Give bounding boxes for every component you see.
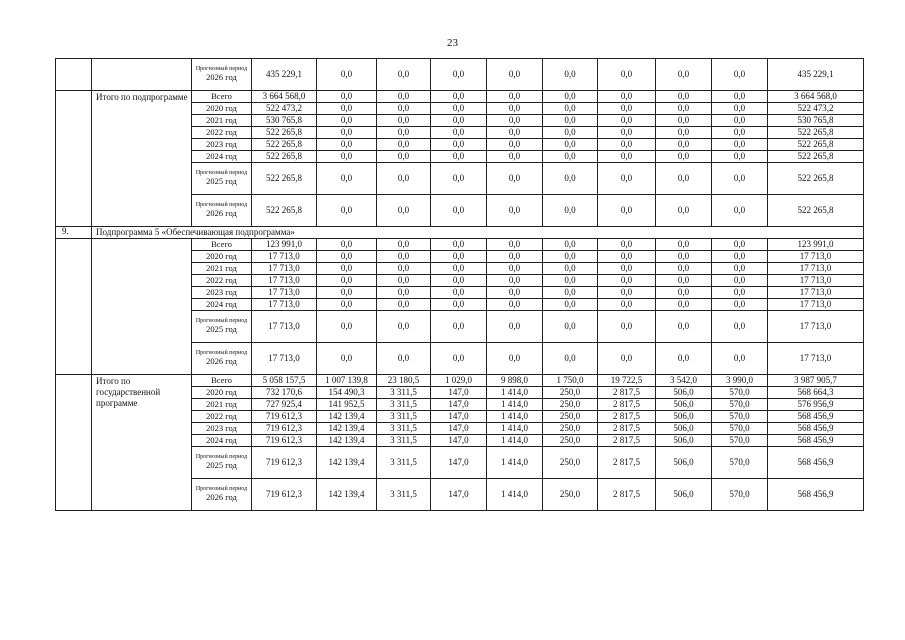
value-cell: 435 229,1 <box>252 59 317 91</box>
period-label: 2023 год <box>192 287 252 299</box>
value-cell: 570,0 <box>712 423 768 435</box>
value-cell: 0,0 <box>431 263 487 275</box>
value-cell: 719 612,3 <box>252 447 317 479</box>
value-cell: 0,0 <box>712 127 768 139</box>
value-cell: 0,0 <box>598 275 656 287</box>
value-cell: 522 265,8 <box>252 127 317 139</box>
value-cell: 0,0 <box>712 343 768 375</box>
row-name: Итого по подпрограмме <box>92 91 192 227</box>
value-cell: 3 311,5 <box>377 435 431 447</box>
value-cell: 1 414,0 <box>487 447 543 479</box>
value-cell: 0,0 <box>543 195 598 227</box>
value-cell: 435 229,1 <box>768 59 864 91</box>
value-cell: 154 490,3 <box>317 387 377 399</box>
period-label: Всего <box>192 91 252 103</box>
value-cell: 522 265,8 <box>252 139 317 151</box>
value-cell: 0,0 <box>656 163 712 195</box>
row-number <box>56 239 92 375</box>
value-cell: 17 713,0 <box>252 299 317 311</box>
value-cell: 250,0 <box>543 399 598 411</box>
value-cell: 0,0 <box>317 263 377 275</box>
subprogram-title: Подпрограмма 5 «Обеспечивающая подпрограмма» <box>92 227 864 239</box>
period-label: 2021 год <box>192 115 252 127</box>
value-cell: 0,0 <box>317 287 377 299</box>
value-cell: 1 414,0 <box>487 387 543 399</box>
value-cell: 0,0 <box>656 103 712 115</box>
value-cell: 0,0 <box>712 275 768 287</box>
value-cell: 0,0 <box>377 59 431 91</box>
value-cell: 0,0 <box>487 251 543 263</box>
value-cell: 0,0 <box>431 275 487 287</box>
period-label: Прогнозный период 2025 год <box>192 311 252 343</box>
period-label: 2020 год <box>192 103 252 115</box>
value-cell: 506,0 <box>656 423 712 435</box>
value-cell: 2 817,5 <box>598 479 656 511</box>
value-cell: 0,0 <box>712 263 768 275</box>
table-row <box>56 59 864 91</box>
value-cell: 0,0 <box>598 103 656 115</box>
value-cell: 522 473,2 <box>768 103 864 115</box>
value-cell: 0,0 <box>712 139 768 151</box>
table-body <box>56 59 864 511</box>
value-cell: 522 265,8 <box>768 195 864 227</box>
period-label: 2021 год <box>192 399 252 411</box>
period-label: Всего <box>192 239 252 251</box>
value-cell: 1 750,0 <box>543 375 598 387</box>
value-cell: 0,0 <box>487 311 543 343</box>
value-cell: 568 456,9 <box>768 435 864 447</box>
value-cell: 0,0 <box>487 163 543 195</box>
value-cell: 0,0 <box>712 91 768 103</box>
value-cell: 522 265,8 <box>768 151 864 163</box>
value-cell: 570,0 <box>712 479 768 511</box>
value-cell: 0,0 <box>598 251 656 263</box>
value-cell: 0,0 <box>598 311 656 343</box>
value-cell: 0,0 <box>317 195 377 227</box>
value-cell: 0,0 <box>431 59 487 91</box>
value-cell: 142 139,4 <box>317 435 377 447</box>
subprogram-header-row <box>56 227 864 239</box>
row-number <box>56 375 92 511</box>
value-cell: 530 765,8 <box>768 115 864 127</box>
row-number <box>56 91 92 227</box>
value-cell: 0,0 <box>487 275 543 287</box>
value-cell: 2 817,5 <box>598 399 656 411</box>
value-cell: 0,0 <box>377 287 431 299</box>
value-cell: 0,0 <box>317 115 377 127</box>
period-label: 2022 год <box>192 127 252 139</box>
value-cell: 0,0 <box>543 103 598 115</box>
value-cell: 3 990,0 <box>712 375 768 387</box>
value-cell: 0,0 <box>598 91 656 103</box>
value-cell: 2 817,5 <box>598 447 656 479</box>
value-cell: 3 311,5 <box>377 387 431 399</box>
value-cell: 0,0 <box>377 163 431 195</box>
value-cell: 0,0 <box>487 139 543 151</box>
value-cell: 0,0 <box>543 163 598 195</box>
value-cell: 141 952,5 <box>317 399 377 411</box>
value-cell: 0,0 <box>487 151 543 163</box>
value-cell: 0,0 <box>317 127 377 139</box>
value-cell: 0,0 <box>431 251 487 263</box>
value-cell: 0,0 <box>543 275 598 287</box>
value-cell: 576 956,9 <box>768 399 864 411</box>
value-cell: 719 612,3 <box>252 479 317 511</box>
value-cell: 506,0 <box>656 387 712 399</box>
table-row <box>56 239 864 251</box>
value-cell: 0,0 <box>487 195 543 227</box>
value-cell: 570,0 <box>712 411 768 423</box>
value-cell: 0,0 <box>317 275 377 287</box>
value-cell: 17 713,0 <box>768 299 864 311</box>
value-cell: 3 987 905,7 <box>768 375 864 387</box>
value-cell: 17 713,0 <box>252 311 317 343</box>
value-cell: 3 311,5 <box>377 423 431 435</box>
value-cell: 0,0 <box>431 343 487 375</box>
value-cell: 0,0 <box>317 59 377 91</box>
value-cell: 3 664 568,0 <box>768 91 864 103</box>
value-cell: 0,0 <box>712 151 768 163</box>
value-cell: 0,0 <box>656 59 712 91</box>
value-cell: 147,0 <box>431 479 487 511</box>
value-cell: 0,0 <box>487 263 543 275</box>
period-label: 2022 год <box>192 275 252 287</box>
value-cell: 0,0 <box>543 251 598 263</box>
value-cell: 0,0 <box>543 115 598 127</box>
value-cell: 0,0 <box>377 239 431 251</box>
value-cell: 0,0 <box>377 115 431 127</box>
value-cell: 3 311,5 <box>377 447 431 479</box>
value-cell: 0,0 <box>487 59 543 91</box>
row-name: Итого по государственной программе <box>92 375 192 511</box>
value-cell: 0,0 <box>377 103 431 115</box>
value-cell: 506,0 <box>656 447 712 479</box>
value-cell: 0,0 <box>431 239 487 251</box>
value-cell: 0,0 <box>712 59 768 91</box>
value-cell: 3 311,5 <box>377 479 431 511</box>
value-cell: 522 265,8 <box>768 163 864 195</box>
value-cell: 719 612,3 <box>252 411 317 423</box>
value-cell: 5 058 157,5 <box>252 375 317 387</box>
value-cell: 0,0 <box>431 195 487 227</box>
period-label: 2021 год <box>192 263 252 275</box>
value-cell: 0,0 <box>487 91 543 103</box>
value-cell: 0,0 <box>543 343 598 375</box>
period-label: Прогнозный период 2025 год <box>192 163 252 195</box>
value-cell: 17 713,0 <box>252 287 317 299</box>
value-cell: 0,0 <box>487 299 543 311</box>
table-row <box>56 91 864 103</box>
value-cell: 0,0 <box>543 139 598 151</box>
value-cell: 522 473,2 <box>252 103 317 115</box>
value-cell: 0,0 <box>656 127 712 139</box>
value-cell: 0,0 <box>656 299 712 311</box>
value-cell: 1 414,0 <box>487 423 543 435</box>
row-name <box>92 59 192 91</box>
value-cell: 0,0 <box>377 299 431 311</box>
value-cell: 570,0 <box>712 435 768 447</box>
table-row <box>56 375 864 387</box>
value-cell: 530 765,8 <box>252 115 317 127</box>
period-label: 2023 год <box>192 423 252 435</box>
value-cell: 0,0 <box>317 103 377 115</box>
value-cell: 568 456,9 <box>768 411 864 423</box>
value-cell: 0,0 <box>598 115 656 127</box>
value-cell: 0,0 <box>543 311 598 343</box>
value-cell: 522 265,8 <box>768 127 864 139</box>
value-cell: 570,0 <box>712 447 768 479</box>
value-cell: 0,0 <box>543 299 598 311</box>
value-cell: 727 925,4 <box>252 399 317 411</box>
value-cell: 0,0 <box>712 287 768 299</box>
value-cell: 568 456,9 <box>768 479 864 511</box>
value-cell: 142 139,4 <box>317 411 377 423</box>
value-cell: 0,0 <box>712 115 768 127</box>
value-cell: 1 414,0 <box>487 479 543 511</box>
value-cell: 250,0 <box>543 411 598 423</box>
period-label: 2024 год <box>192 435 252 447</box>
value-cell: 0,0 <box>377 263 431 275</box>
value-cell: 506,0 <box>656 435 712 447</box>
value-cell: 0,0 <box>317 343 377 375</box>
value-cell: 0,0 <box>656 115 712 127</box>
value-cell: 9 898,0 <box>487 375 543 387</box>
page-number: 23 <box>447 37 458 49</box>
value-cell: 0,0 <box>598 263 656 275</box>
value-cell: 0,0 <box>598 287 656 299</box>
value-cell: 2 817,5 <box>598 411 656 423</box>
value-cell: 0,0 <box>487 115 543 127</box>
value-cell: 732 170,6 <box>252 387 317 399</box>
value-cell: 522 265,8 <box>252 195 317 227</box>
value-cell: 0,0 <box>598 139 656 151</box>
value-cell: 0,0 <box>656 275 712 287</box>
value-cell: 3 542,0 <box>656 375 712 387</box>
value-cell: 23 180,5 <box>377 375 431 387</box>
value-cell: 0,0 <box>431 151 487 163</box>
value-cell: 0,0 <box>317 151 377 163</box>
budget-table <box>55 58 864 511</box>
value-cell: 0,0 <box>656 251 712 263</box>
value-cell: 17 713,0 <box>768 263 864 275</box>
value-cell: 0,0 <box>431 127 487 139</box>
value-cell: 17 713,0 <box>768 251 864 263</box>
value-cell: 0,0 <box>487 287 543 299</box>
value-cell: 0,0 <box>377 275 431 287</box>
value-cell: 142 139,4 <box>317 423 377 435</box>
value-cell: 1 029,0 <box>431 375 487 387</box>
value-cell: 0,0 <box>712 163 768 195</box>
value-cell: 719 612,3 <box>252 435 317 447</box>
value-cell: 0,0 <box>656 343 712 375</box>
value-cell: 2 817,5 <box>598 387 656 399</box>
value-cell: 0,0 <box>598 59 656 91</box>
value-cell: 1 414,0 <box>487 411 543 423</box>
value-cell: 123 991,0 <box>768 239 864 251</box>
value-cell: 0,0 <box>543 287 598 299</box>
value-cell: 0,0 <box>712 251 768 263</box>
value-cell: 0,0 <box>431 91 487 103</box>
period-label: Прогнозный период 2026 год <box>192 479 252 511</box>
value-cell: 0,0 <box>487 127 543 139</box>
value-cell: 0,0 <box>598 239 656 251</box>
value-cell: 0,0 <box>317 299 377 311</box>
value-cell: 0,0 <box>377 127 431 139</box>
value-cell: 0,0 <box>543 239 598 251</box>
value-cell: 568 664,3 <box>768 387 864 399</box>
value-cell: 522 265,8 <box>252 163 317 195</box>
value-cell: 1 007 139,8 <box>317 375 377 387</box>
value-cell: 0,0 <box>487 343 543 375</box>
period-label: 2020 год <box>192 251 252 263</box>
value-cell: 0,0 <box>598 195 656 227</box>
value-cell: 147,0 <box>431 447 487 479</box>
value-cell: 17 713,0 <box>768 311 864 343</box>
value-cell: 0,0 <box>317 251 377 263</box>
value-cell: 0,0 <box>377 91 431 103</box>
value-cell: 0,0 <box>656 311 712 343</box>
value-cell: 142 139,4 <box>317 479 377 511</box>
value-cell: 0,0 <box>377 251 431 263</box>
value-cell: 3 311,5 <box>377 399 431 411</box>
value-cell: 250,0 <box>543 423 598 435</box>
value-cell: 0,0 <box>431 287 487 299</box>
value-cell: 0,0 <box>377 195 431 227</box>
value-cell: 522 265,8 <box>252 151 317 163</box>
value-cell: 147,0 <box>431 387 487 399</box>
value-cell: 3 664 568,0 <box>252 91 317 103</box>
value-cell: 0,0 <box>598 151 656 163</box>
value-cell: 0,0 <box>712 103 768 115</box>
value-cell: 0,0 <box>431 163 487 195</box>
value-cell: 123 991,0 <box>252 239 317 251</box>
value-cell: 17 713,0 <box>252 251 317 263</box>
value-cell: 147,0 <box>431 399 487 411</box>
value-cell: 0,0 <box>712 299 768 311</box>
value-cell: 147,0 <box>431 423 487 435</box>
value-cell: 0,0 <box>712 195 768 227</box>
value-cell: 250,0 <box>543 447 598 479</box>
value-cell: 0,0 <box>431 139 487 151</box>
value-cell: 147,0 <box>431 411 487 423</box>
value-cell: 0,0 <box>656 287 712 299</box>
value-cell: 0,0 <box>656 239 712 251</box>
value-cell: 0,0 <box>598 343 656 375</box>
value-cell: 0,0 <box>431 115 487 127</box>
value-cell: 0,0 <box>487 239 543 251</box>
value-cell: 568 456,9 <box>768 447 864 479</box>
value-cell: 0,0 <box>317 139 377 151</box>
value-cell: 147,0 <box>431 435 487 447</box>
value-cell: 19 722,5 <box>598 375 656 387</box>
value-cell: 0,0 <box>712 311 768 343</box>
value-cell: 0,0 <box>377 139 431 151</box>
value-cell: 17 713,0 <box>252 275 317 287</box>
value-cell: 0,0 <box>543 91 598 103</box>
value-cell: 719 612,3 <box>252 423 317 435</box>
value-cell: 0,0 <box>543 59 598 91</box>
value-cell: 250,0 <box>543 479 598 511</box>
value-cell: 0,0 <box>431 311 487 343</box>
value-cell: 2 817,5 <box>598 435 656 447</box>
row-number: 9. <box>56 227 92 239</box>
value-cell: 506,0 <box>656 479 712 511</box>
period-label: 2024 год <box>192 299 252 311</box>
value-cell: 0,0 <box>543 263 598 275</box>
value-cell: 506,0 <box>656 399 712 411</box>
value-cell: 0,0 <box>598 299 656 311</box>
value-cell: 0,0 <box>598 127 656 139</box>
value-cell: 0,0 <box>543 151 598 163</box>
value-cell: 0,0 <box>377 311 431 343</box>
value-cell: 0,0 <box>712 239 768 251</box>
period-label: 2024 год <box>192 151 252 163</box>
value-cell: 0,0 <box>317 91 377 103</box>
value-cell: 568 456,9 <box>768 423 864 435</box>
period-label: 2022 год <box>192 411 252 423</box>
value-cell: 0,0 <box>377 151 431 163</box>
period-label: Всего <box>192 375 252 387</box>
value-cell: 0,0 <box>598 163 656 195</box>
value-cell: 1 414,0 <box>487 399 543 411</box>
value-cell: 0,0 <box>656 263 712 275</box>
value-cell: 0,0 <box>487 103 543 115</box>
value-cell: 0,0 <box>431 103 487 115</box>
value-cell: 570,0 <box>712 387 768 399</box>
value-cell: 0,0 <box>431 299 487 311</box>
period-label: 2023 год <box>192 139 252 151</box>
value-cell: 17 713,0 <box>252 343 317 375</box>
value-cell: 3 311,5 <box>377 411 431 423</box>
value-cell: 17 713,0 <box>768 343 864 375</box>
value-cell: 250,0 <box>543 387 598 399</box>
row-number <box>56 59 92 91</box>
value-cell: 506,0 <box>656 411 712 423</box>
value-cell: 0,0 <box>543 127 598 139</box>
value-cell: 0,0 <box>656 139 712 151</box>
value-cell: 0,0 <box>656 151 712 163</box>
value-cell: 0,0 <box>317 163 377 195</box>
value-cell: 0,0 <box>656 91 712 103</box>
period-label: Прогнозный период 2026 год <box>192 195 252 227</box>
value-cell: 142 139,4 <box>317 447 377 479</box>
period-label: Прогнозный период 2025 год <box>192 447 252 479</box>
value-cell: 250,0 <box>543 435 598 447</box>
value-cell: 0,0 <box>377 343 431 375</box>
period-label: 2020 год <box>192 387 252 399</box>
period-label: Прогнозный период 2026 год <box>192 343 252 375</box>
value-cell: 522 265,8 <box>768 139 864 151</box>
row-name <box>92 239 192 375</box>
value-cell: 0,0 <box>656 195 712 227</box>
value-cell: 1 414,0 <box>487 435 543 447</box>
value-cell: 0,0 <box>317 239 377 251</box>
value-cell: 2 817,5 <box>598 423 656 435</box>
value-cell: 17 713,0 <box>768 275 864 287</box>
value-cell: 570,0 <box>712 399 768 411</box>
value-cell: 17 713,0 <box>768 287 864 299</box>
period-label: Прогнозный период 2026 год <box>192 59 252 91</box>
value-cell: 17 713,0 <box>252 263 317 275</box>
value-cell: 0,0 <box>317 311 377 343</box>
